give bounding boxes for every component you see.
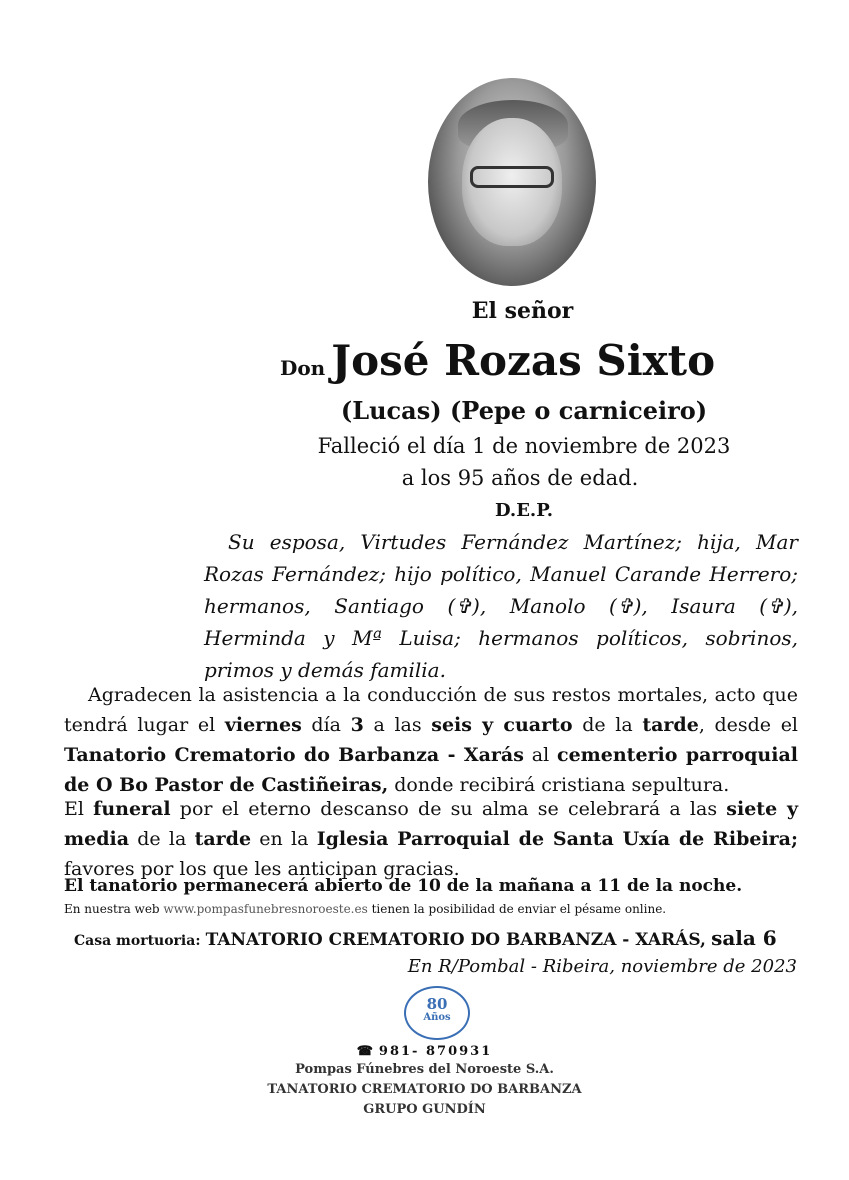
- period-text: tarde: [642, 714, 699, 736]
- text-segment: En nuestra web: [64, 902, 164, 916]
- company-name: Pompas Fúnebres del Noroeste S.A.: [295, 1062, 554, 1077]
- deceased-name-line: [280, 336, 715, 385]
- phone-number[interactable]: 981- 870931: [378, 1044, 493, 1059]
- day-text: viernes: [224, 714, 302, 736]
- funeral-home-line: [74, 926, 777, 950]
- intro-text: El señor: [471, 298, 574, 324]
- text-segment: de la: [572, 714, 643, 736]
- time-text: seis y cuarto: [431, 714, 573, 736]
- web-notice: [64, 902, 666, 916]
- funeral-word: funeral: [93, 798, 171, 820]
- company-group: GRUPO GUNDÍN: [363, 1102, 486, 1117]
- company-tanatorio: TANATORIO CREMATORIO DO BARBANZA: [267, 1082, 582, 1097]
- funeral-paragraph: [64, 794, 798, 884]
- text-segment: al: [523, 744, 558, 766]
- text-segment: , desde el: [698, 714, 799, 736]
- age-text: a los 95 años de edad.: [401, 466, 639, 490]
- funeral-period: tarde: [194, 828, 252, 850]
- cemetery-name: cementerio parroquial de O Bo Pastor de Castiñeiras,: [64, 744, 798, 796]
- death-date: Falleció el día 1 de noviembre de 2023: [317, 434, 731, 458]
- funeral-time: siete y media: [64, 798, 798, 850]
- text-segment: donde recibirá cristiana sepultura.: [388, 774, 730, 796]
- text-segment: Agradecen la asistencia a la conducción de sus restos mortales, acto que tendrá lugar el: [64, 684, 798, 736]
- honorific: Don: [280, 356, 326, 380]
- room-number: sala 6: [711, 926, 777, 950]
- text-segment: día: [301, 714, 351, 736]
- ceremony-paragraph: [64, 680, 798, 800]
- logo-years: Años: [423, 1012, 451, 1023]
- text-segment: en la: [251, 828, 317, 850]
- portrait-glasses: [470, 166, 554, 188]
- text-segment: por el eterno descanso de su alma se celebrará a las: [170, 798, 727, 820]
- portrait-photo: [428, 78, 596, 286]
- text-segment: tienen la posibilidad de enviar el pésame online.: [367, 902, 667, 916]
- funeral-home-name: TANATORIO CREMATORIO DO BARBANZA - XARÁS,: [205, 930, 706, 950]
- family-list: Su esposa, Virtudes Fernández Martínez; hija, Mar Rozas Fernández; hijo político, Manuel Carande Herrero; hermanos, Santiago (✞), Manolo (✞), Isaura (✞), Herminda y Mª Luisa; hermanos políticos, sobrinos, primos y demás familia.: [204, 530, 798, 682]
- dep-text: D.E.P.: [494, 500, 554, 521]
- funeral-home-label: Casa mortuoria:: [74, 933, 201, 949]
- deceased-name: José Rozas Sixto: [331, 336, 716, 385]
- anniversary-logo: [404, 986, 470, 1040]
- text-segment: de la: [129, 828, 195, 850]
- logo-number: 80: [426, 995, 448, 1013]
- website-link[interactable]: www.pompasfunebresnoroeste.es: [163, 902, 368, 916]
- deceased-alias: (Lucas) (Pepe o carniceiro): [340, 396, 708, 425]
- phone-line: [0, 1044, 849, 1059]
- day-number: 3: [350, 714, 364, 736]
- text-segment: El: [64, 798, 94, 820]
- place-date: En R/Pombal - Ribeira, noviembre de 2023: [407, 956, 797, 977]
- text-segment: a las: [363, 714, 432, 736]
- church-name: Iglesia Parroquial de Santa Uxía de Ribeira;: [316, 828, 798, 850]
- opening-hours: El tanatorio permanecerá abierto de 10 de la mañana a 11 de la noche.: [64, 876, 743, 896]
- phone-icon: ☎: [356, 1044, 375, 1059]
- text-segment: favores por los que les anticipan gracias.: [64, 858, 460, 880]
- origin-place: Tanatorio Crematorio do Barbanza - Xarás: [64, 744, 524, 766]
